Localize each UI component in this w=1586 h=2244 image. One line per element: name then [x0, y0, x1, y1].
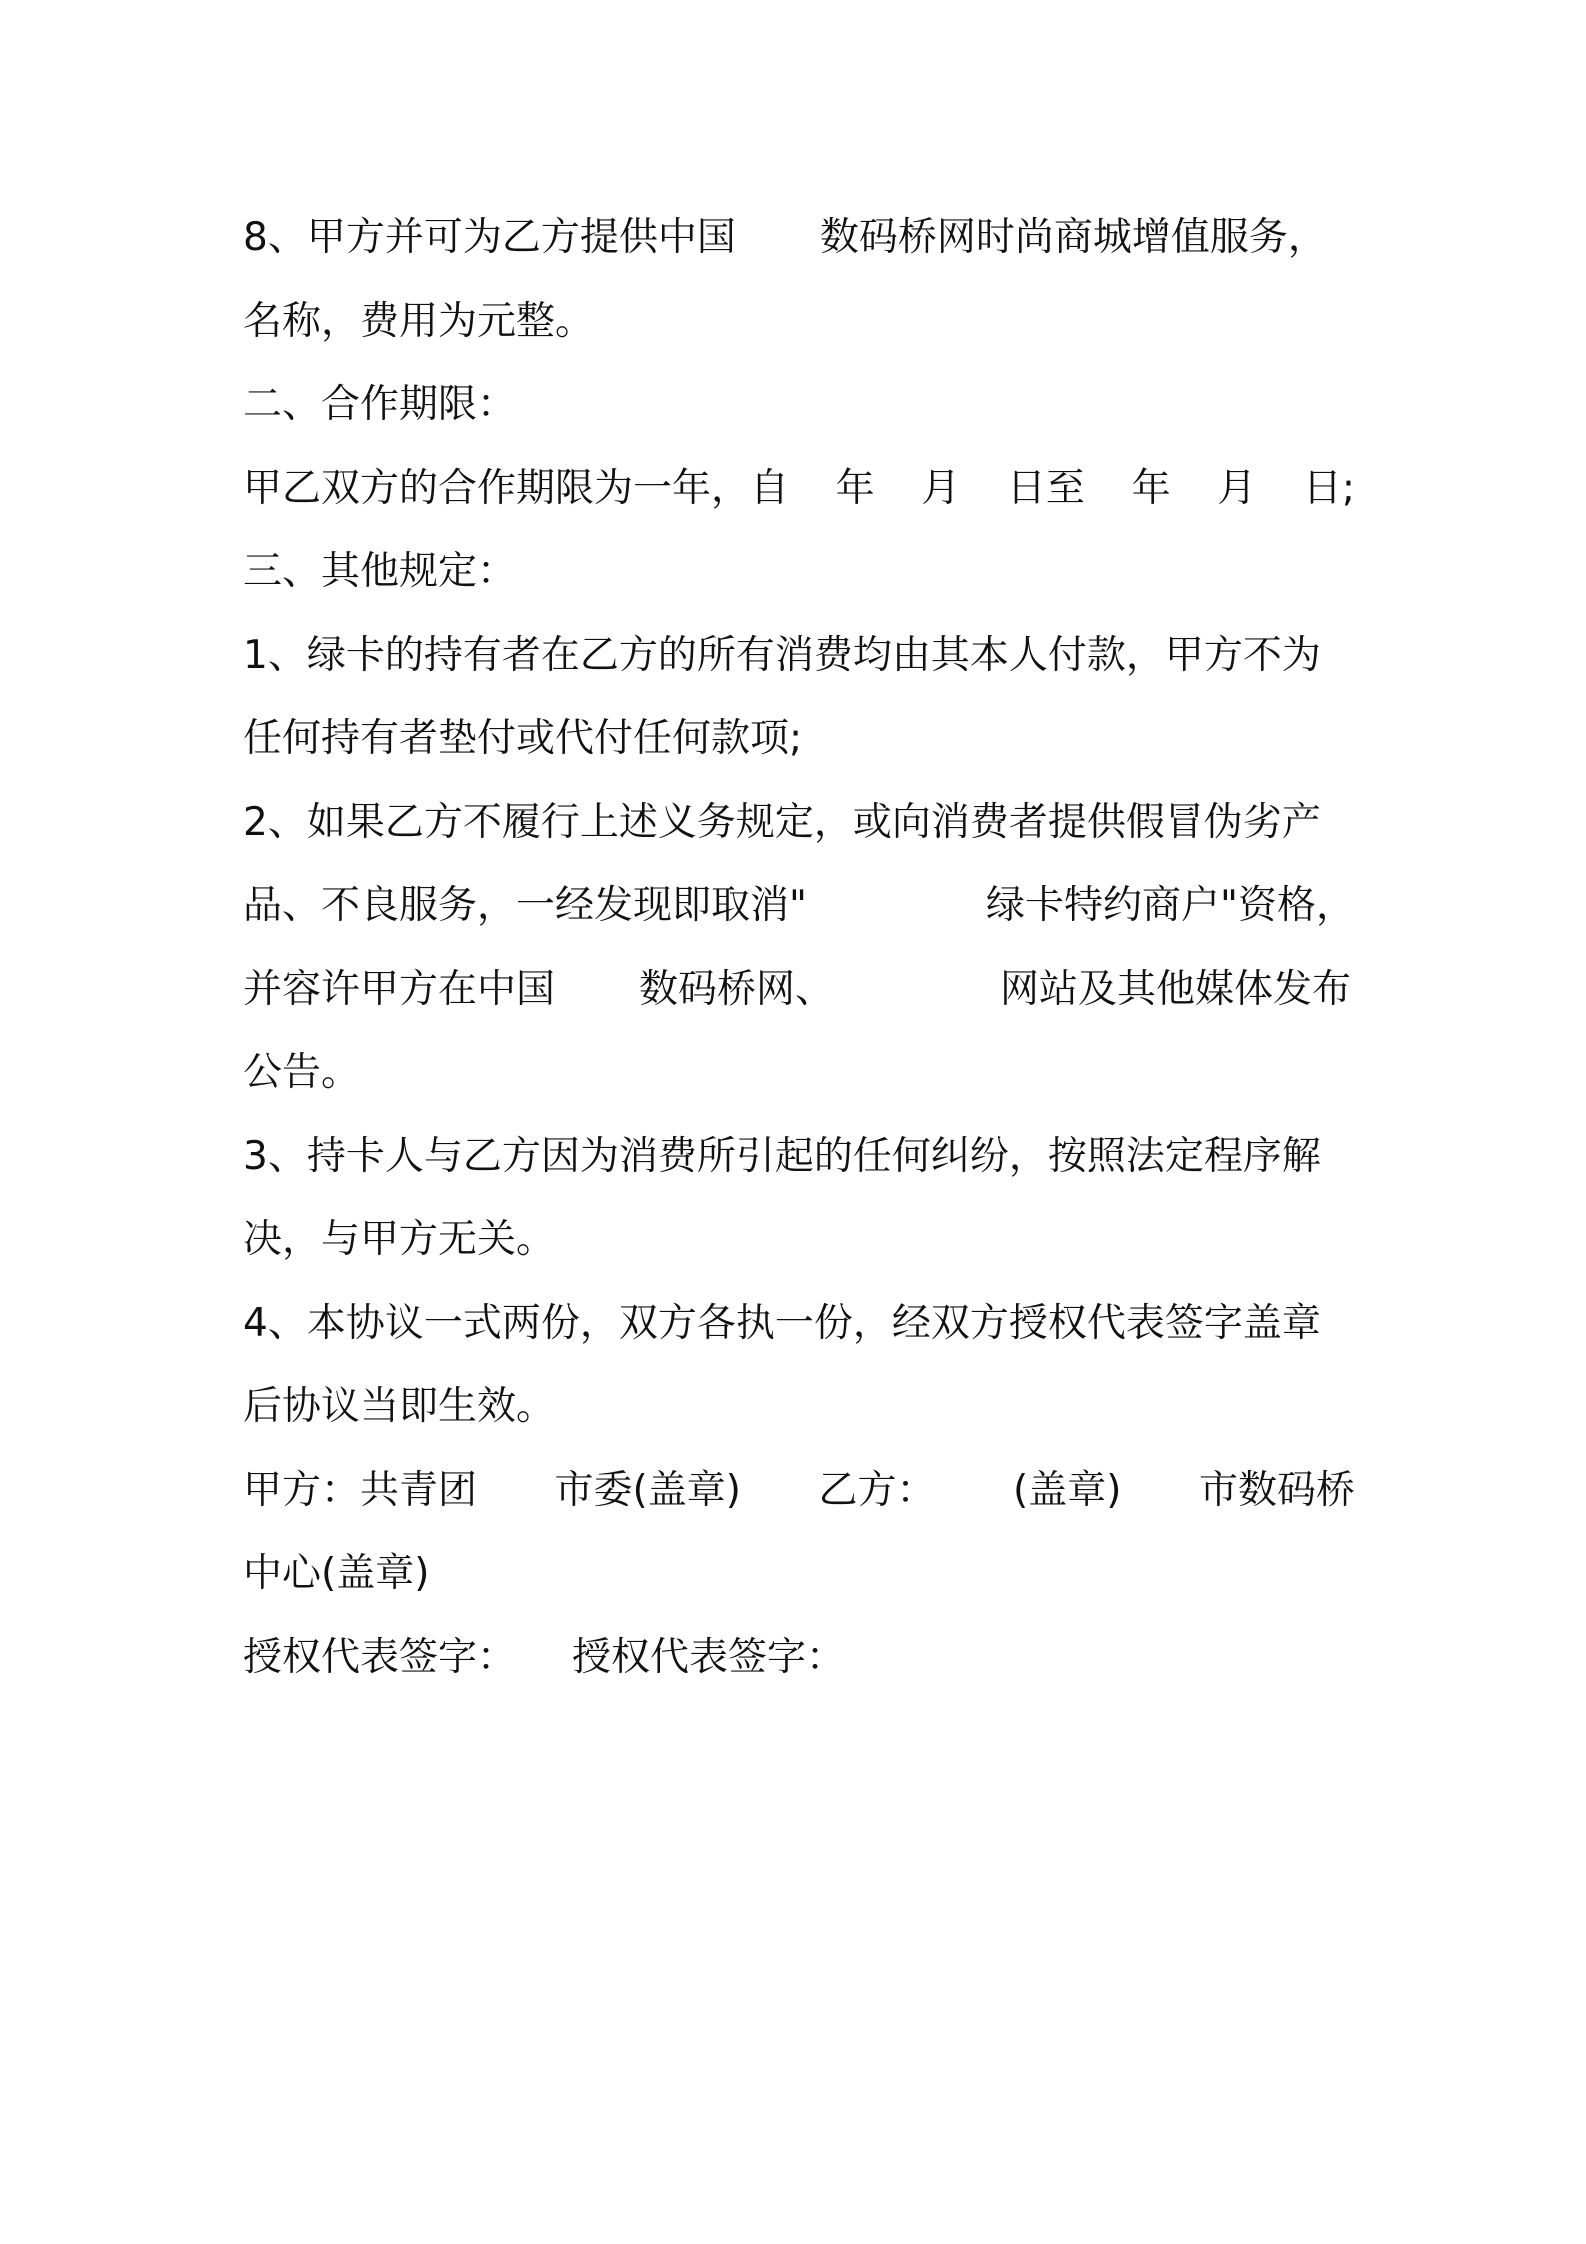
item-2-line-2: [243, 864, 1355, 948]
party-b-name: 市数码桥: [1198, 1467, 1355, 1513]
item-3-line-1: 3、持卡人与乙方因为消费所引起的任何纠纷，按照法定程序解: [243, 1133, 1321, 1179]
item-4-line-1: 4、本协议一式两份，双方各执一份，经双方授权代表签字盖章: [243, 1300, 1321, 1346]
clause-8-line-1: [243, 196, 1355, 280]
party-b-seal: (盖章): [1013, 1467, 1122, 1513]
party-b-label: 乙方：: [818, 1467, 936, 1513]
item-2-line-2-a: 品、不良服务，一经发现即取消": [243, 883, 807, 928]
item-2-line-3-c: 网站及其他媒体发布: [1000, 966, 1352, 1012]
document-body: [243, 196, 1355, 1699]
clause-8-text-b: 数码桥网时尚商城增值服务，: [819, 215, 1327, 260]
item-2-line-3-a: 并容许甲方在中国: [243, 966, 556, 1012]
item-2-line-4: 公告。: [243, 1050, 361, 1095]
section-two-heading: 二、合作期限：: [243, 382, 517, 427]
period-day-2: 日;: [1302, 465, 1355, 511]
period-month-1: 月: [921, 465, 961, 511]
item-1-line-2: 任何持有者垫付或代付任何款项;: [243, 716, 803, 761]
representative-signatures-line: [243, 1616, 1355, 1700]
item-3-line-2: 决，与甲方无关。: [243, 1217, 556, 1262]
party-b-name-continued: 中心(盖章): [243, 1551, 430, 1596]
period-month-2: 月: [1217, 465, 1257, 511]
item-2-line-3: [243, 948, 1355, 1032]
clause-8-line-2: 名称，费用为元整。: [243, 298, 595, 344]
cooperation-period-line: [243, 447, 1355, 531]
party-a-label: 甲方：共青团: [243, 1467, 478, 1513]
period-year-2: 年: [1131, 465, 1171, 511]
clause-8-text-a: 8、甲方并可为乙方提供中国: [243, 215, 736, 260]
item-2-line-1: 2、如果乙方不履行上述义务规定，或向消费者提供假冒伪劣产: [243, 799, 1321, 845]
item-1-line-1: 1、绿卡的持有者在乙方的所有消费均由其本人付款，甲方不为: [243, 632, 1321, 678]
period-prefix: 甲乙双方的合作期限为一年，自: [243, 465, 790, 511]
section-three-heading: 三、其他规定：: [243, 549, 517, 594]
item-2-line-3-b: 数码桥网、: [639, 966, 835, 1012]
period-year-1: 年: [835, 465, 875, 511]
signature-parties-line: [243, 1449, 1355, 1533]
item-4-line-2: 后协议当即生效。: [243, 1384, 556, 1429]
item-2-line-2-b: 绿卡特约商户"资格，: [986, 883, 1355, 928]
party-a-seal: 市委(盖章): [554, 1467, 741, 1513]
rep-a-signature: 授权代表签字：: [243, 1634, 517, 1680]
rep-b-signature: 授权代表签字：: [572, 1634, 846, 1680]
period-day-1: 日至: [1006, 465, 1085, 511]
